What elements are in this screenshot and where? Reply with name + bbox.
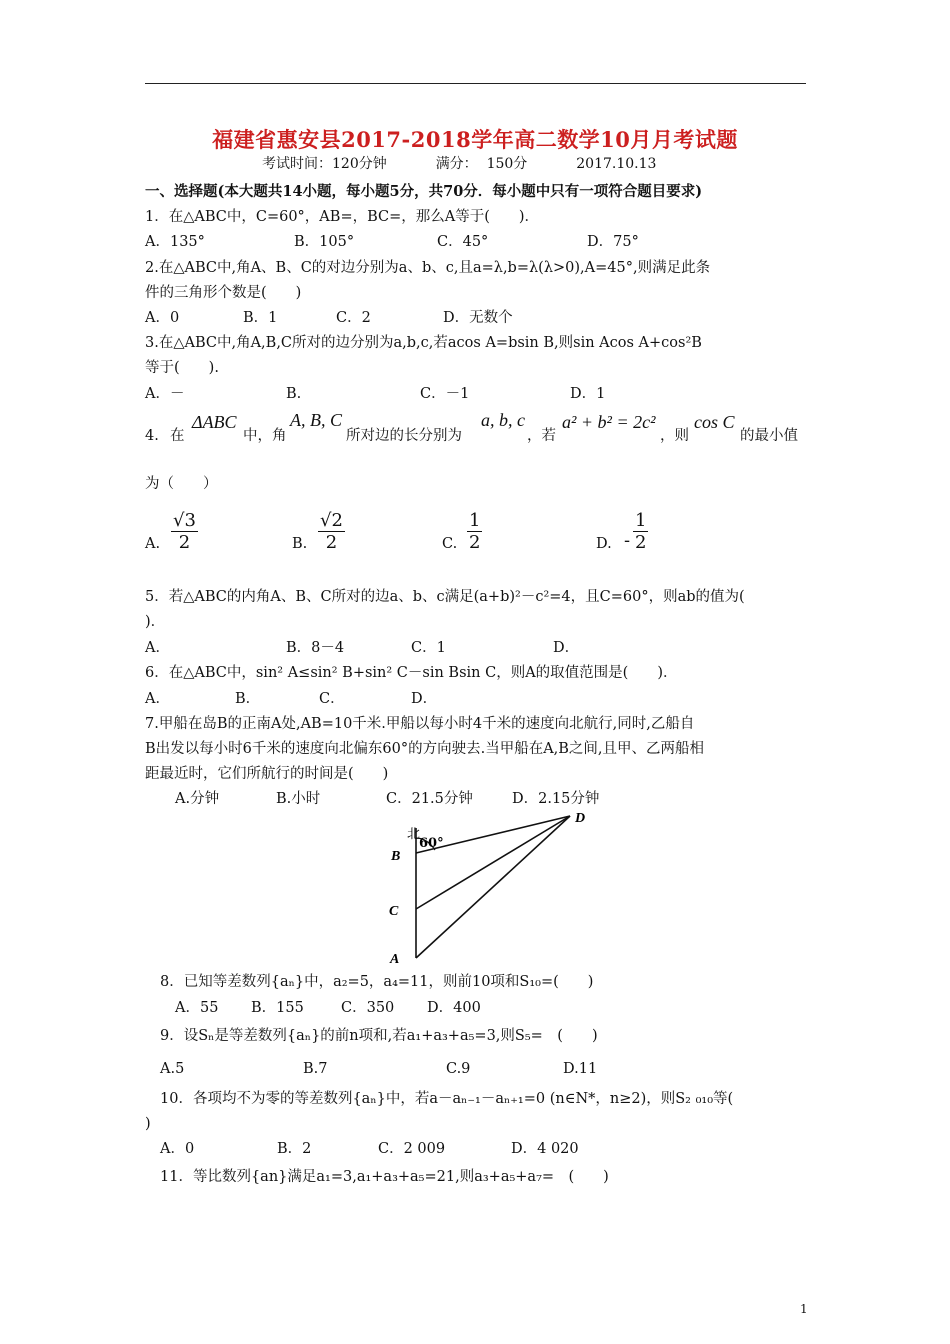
question-2-stem-line1: 2.在△ABC中,角A、B、C的对边分别为a、b、c,且a=λ,b=λ(λ>0),A=45°,则满足此条 [145, 260, 711, 276]
q4-option-b-fraction [318, 510, 345, 553]
q4-option-a-numerator: √3 [173, 510, 196, 531]
q4-option-c-label: C. [442, 536, 458, 552]
point-a-label: A [390, 952, 400, 967]
q3-option-a: A．－ [145, 386, 185, 402]
exam-score: 满分： 150分 [435, 156, 528, 172]
q8-option-b: B．155 [251, 1000, 304, 1016]
exam-info [262, 153, 656, 173]
exam-date: 2017.10.13 [576, 156, 657, 172]
q4-option-c-fraction [467, 510, 482, 553]
q2-option-b: B．1 [243, 310, 278, 326]
q6-option-b: B． [235, 691, 261, 707]
q4-option-c-denominator: 2 [469, 532, 481, 553]
q6-option-c: C． [319, 691, 345, 707]
q4-text-4: ，若 [527, 428, 556, 444]
question-11-stem: 11．等比数列{an}满足a₁=3,a₁+a₃+a₅=21,则a₃+a₅+a₇= ( ) [160, 1169, 609, 1185]
ship-diagram [385, 808, 605, 968]
q4-option-d-label: D. [596, 536, 612, 552]
question-3-stem-line1: 3.在△ABC中,角A,B,C所对的边分别为a,b,c,若acos A=bsin B,则sin Acos A+cos²B [145, 335, 702, 351]
q10-option-c: C．2 009 [378, 1141, 446, 1157]
q8-option-a: A．55 [175, 1000, 219, 1016]
q8-option-c: C．350 [341, 1000, 395, 1016]
q4-option-d-fraction [633, 510, 648, 553]
point-d-label: D [575, 811, 586, 826]
question-7-stem-line2: B出发以每小时6千米的速度向北偏东60°的方向驶去.当甲船在A,B之间,且甲、乙两船相 [145, 741, 705, 757]
q3-option-c: C．－1 [420, 386, 470, 402]
q4-option-d-denominator: 2 [635, 532, 647, 553]
q9-option-d: D.11 [563, 1061, 598, 1077]
q4-option-d-sign: - [624, 530, 631, 551]
q4-option-b-denominator: 2 [318, 531, 345, 553]
exam-time: 考试时间：120分钟 [262, 156, 387, 172]
question-10-stem-line2: ) [145, 1116, 151, 1132]
q4-math-sides: a, b, c [481, 410, 525, 430]
q4-option-a-label: A. [145, 536, 161, 552]
q3-option-b: B. [286, 386, 302, 402]
q5-option-c: C．1 [411, 640, 446, 656]
q8-option-d: D．400 [427, 1000, 481, 1016]
question-8-stem: 8．已知等差数列{aₙ}中，a₂=5，a₄=11，则前10项和S₁₀=( ) [160, 974, 594, 990]
q4-number: 4. [145, 428, 159, 444]
question-7-stem-line3: 距最近时，它们所航行的时间是( ) [145, 766, 389, 782]
q1-option-d: D．75° [587, 234, 639, 250]
q4-text-6: 的最小值 [740, 428, 798, 444]
q2-option-c: C．2 [336, 310, 371, 326]
question-6-stem: 6．在△ABC中，sin² A≤sin² B+sin² C－sin Bsin C，则A的取值范围是( )． [145, 665, 678, 681]
q9-option-c: C.9 [446, 1061, 471, 1077]
q1-option-b: B．105° [294, 234, 355, 250]
q4-line2: 为（ ） [145, 476, 218, 492]
point-c-label: C [389, 904, 399, 919]
q2-option-a: A．0 [145, 310, 180, 326]
question-3-stem-line2: 等于( ). [145, 360, 219, 376]
q2-option-d: D．无数个 [443, 310, 513, 326]
q10-option-a: A．0 [160, 1141, 195, 1157]
q4-option-a-denominator: 2 [171, 531, 198, 553]
page-title: 福建省惠安县2017-2018学年高二数学10月月考试题 [212, 127, 738, 152]
q6-option-d: D． [411, 691, 438, 707]
q1-option-a: A．135° [145, 234, 205, 250]
q4-text-2: 中，角 [243, 428, 287, 444]
q10-option-b: B．2 [277, 1141, 312, 1157]
angle-label: 60° [419, 836, 444, 851]
q4-text-1: 在 [170, 428, 185, 444]
q9-option-b: B.7 [303, 1061, 328, 1077]
section-heading: 一、选择题(本大题共14小题，每小题5分，共70分．每小题中只有一项符合题目要求) [145, 183, 703, 200]
q4-math-angles: A, B, C [290, 410, 342, 430]
question-5-stem-line1: 5．若△ABC的内角A、B、C所对的边a、b、c满足(a+b)²－c²=4，且C=60°，则ab的值为( [145, 589, 745, 605]
q7-option-a: A.分钟 [175, 791, 220, 807]
q3-option-d: D．1 [570, 386, 606, 402]
q4-option-b-numerator: √2 [320, 510, 343, 531]
q4-option-c-numerator: 1 [469, 510, 481, 531]
q9-option-a: A.5 [160, 1061, 185, 1077]
line-c-d [416, 816, 570, 909]
q4-math-condition: a² + b² = 2c² [562, 412, 656, 432]
q4-option-b-label: B. [292, 536, 308, 552]
q7-option-b: B.小时 [276, 791, 321, 807]
q1-option-c: C．45° [437, 234, 489, 250]
q4-option-a-fraction [171, 510, 198, 553]
q5-option-d: D． [553, 640, 580, 656]
question-2-stem-line2: 件的三角形个数是( ) [145, 285, 302, 301]
point-b-label: B [391, 849, 401, 864]
q5-option-b: B．8－4 [286, 640, 345, 656]
question-1-stem: 1．在△ABC中，C=60°，AB=，BC=，那么A等于( )． [145, 209, 540, 225]
q10-option-d: D．4 020 [511, 1141, 579, 1157]
question-5-stem-line2: )． [145, 614, 166, 630]
north-label: 北 [407, 827, 421, 842]
question-10-stem-line1: 10．各项均不为零的等差数列{aₙ}中，若a－aₙ₋₁－aₙ₊₁=0 (n∈N*，n≥2)，则S₂ ₀₁₀等( [160, 1091, 734, 1107]
question-7-stem-line1: 7.甲船在岛B的正南A处,AB=10千米.甲船以每小时4千米的速度向北航行,同时,乙船自 [145, 716, 695, 732]
q7-option-d: D．2.15分钟 [512, 791, 600, 807]
q4-option-d-numerator: 1 [635, 510, 647, 531]
q6-option-a: A． [145, 691, 170, 707]
question-9-stem: 9．设Sₙ是等差数列{aₙ}的前n项和,若a₁+a₃+a₅=3,则S₅= ( ) [160, 1028, 598, 1044]
q5-option-a: A． [145, 640, 170, 656]
q4-math-cos: cos C [694, 412, 735, 432]
header-rule [145, 83, 806, 84]
page-number: 1 [800, 1302, 808, 1316]
q4-math-triangle: ΔABC [192, 412, 237, 432]
q7-option-c: C．21.5分钟 [386, 791, 473, 807]
q4-text-3: 所对边的长分别为 [346, 428, 462, 444]
q4-text-5: ，则 [660, 428, 689, 444]
